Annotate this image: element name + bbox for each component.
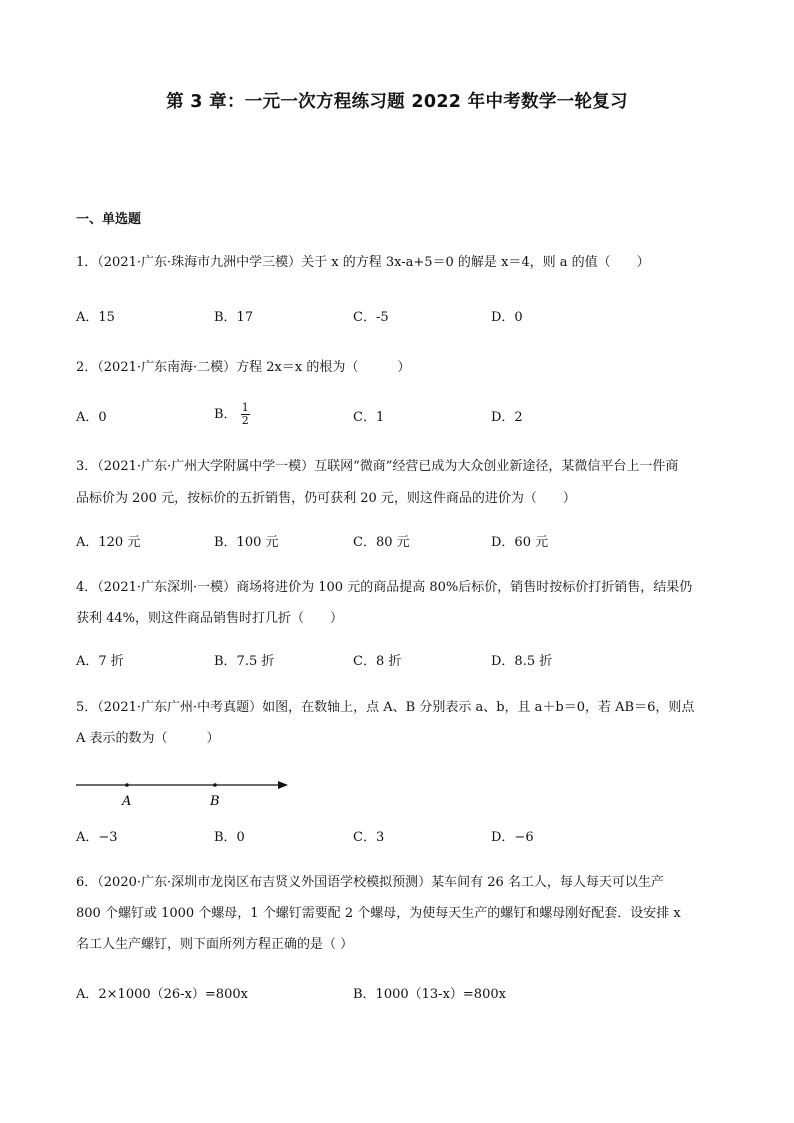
question-1-option-a: A．15: [76, 310, 115, 325]
question-5-option-c: C．3: [353, 830, 385, 845]
question-2-option-b: [214, 402, 250, 427]
number-line-figure: [76, 775, 296, 819]
question-4-option-a: A．7 折: [76, 654, 124, 669]
question-4-option-c: C．8 折: [353, 654, 402, 669]
question-2-option-d: D．2: [491, 410, 523, 425]
question-6-option-a: A．2×1000（26-x）=800x: [76, 987, 248, 1002]
question-3-line-1: 3．（2021·广东·广州大学附属中学一模）互联网“微商”经营已成为大众创业新途径，某微信平台上一件商: [76, 459, 679, 474]
question-4-option-d: D．8.5 折: [491, 654, 553, 669]
question-5-line-2: A 表示的数为（ ）: [76, 731, 220, 746]
point-a-label: A: [122, 794, 132, 809]
question-5-option-b: B．0: [214, 830, 245, 845]
question-6-line-3: 名工人生产螺钉，则下面所列方程正确的是（ ）: [76, 937, 354, 952]
question-2-option-a: A．0: [76, 410, 107, 425]
question-6-line-2: 800 个螺钉或 1000 个螺母，1 个螺钉需要配 2 个螺母，为使每天生产的螺钉和螺母刚好配套．设安排 x: [76, 906, 681, 921]
document-title: 第 3 章：一元一次方程练习题 2022 年中考数学一轮复习: [166, 92, 628, 112]
number-line-svg: [76, 775, 296, 815]
question-3-line-2: 品标价为 200 元，按标价的五折销售，仍可获利 20 元，则这件商品的进价为（ ）: [76, 491, 576, 506]
question-3-option-c: C．80 元: [353, 535, 410, 550]
question-5-option-a: A．−3: [76, 830, 118, 845]
point-b-label: B: [210, 794, 220, 809]
question-6-option-b: B．1000（13-x）=800x: [353, 987, 506, 1002]
one-half-fraction: [241, 402, 250, 427]
question-6-line-1: 6．（2020·广东·深圳市龙岗区布吉贤义外国语学校模拟预测）某车间有 26 名工人，每人每天可以生产: [76, 875, 664, 890]
question-2-text: 2．（2021·广东南海·二模）方程 2x＝x 的根为（ ）: [76, 360, 411, 375]
question-2-option-c: C．1: [353, 410, 385, 425]
question-5-line-1: 5．（2021·广东广州·中考真题）如图，在数轴上，点 A、B 分别表示 a、b，且 a＋b＝0，若 AB＝6，则点: [76, 700, 695, 715]
section-heading: 一、单选题: [76, 212, 142, 227]
question-1-option-b: B．17: [214, 310, 254, 325]
question-4-line-2: 获利 44%，则这件商品销售时打几折（ ）: [76, 611, 344, 626]
fraction-numerator: 1: [241, 401, 249, 414]
question-4-line-1: 4．（2021·广东深圳·一模）商场将进价为 100 元的商品提高 80%后标价，销售时按标价打折销售，结果仍: [76, 580, 693, 595]
fraction-denominator: 2: [241, 414, 249, 427]
question-1-text: 1．（2021·广东·珠海市九洲中学三模）关于 x 的方程 3x-a+5＝0 的解是 x＝4，则 a 的值（ ）: [76, 255, 650, 270]
point-a-marker: [125, 783, 129, 787]
point-b-marker: [213, 783, 217, 787]
question-1-option-d: D．0: [491, 310, 523, 325]
question-4-option-b: B．7.5 折: [214, 654, 275, 669]
question-3-option-b: B．100 元: [214, 535, 279, 550]
question-2-option-b-label: B．: [214, 407, 237, 422]
question-3-option-d: D．60 元: [491, 535, 549, 550]
question-1-option-c: C．-5: [353, 310, 389, 325]
number-line-arrow-icon: [278, 781, 288, 789]
question-5-option-d: D．−6: [491, 830, 534, 845]
question-3-option-a: A．120 元: [76, 535, 141, 550]
